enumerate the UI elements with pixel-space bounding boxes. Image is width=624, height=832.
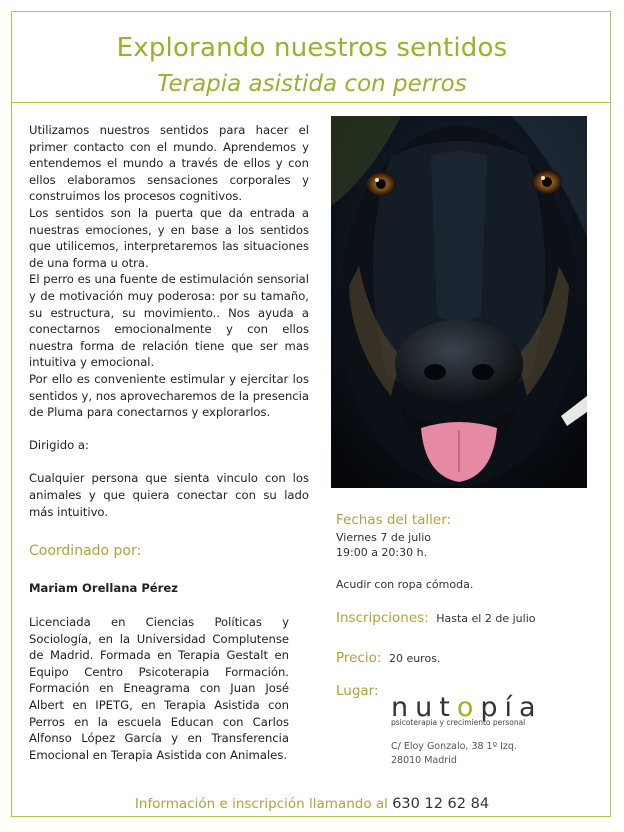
price-label: Precio: bbox=[336, 650, 382, 666]
dog-photo bbox=[331, 116, 587, 488]
registration-value: Hasta el 2 de julio bbox=[436, 612, 536, 625]
logo-tagline: psicoterapia y crecimiento personal bbox=[391, 718, 526, 727]
place-label: Lugar: bbox=[336, 683, 379, 699]
intro-paragraph-1: Utilizamos nuestros sentidos para hacer el primer contacto con el mundo. Aprendemos y entendemos el mundo a través de ellos y con ellos elaboramos sensaciones corporales y construimos los procesos cognitivos. bbox=[29, 123, 309, 204]
footer-phone: 630 12 62 84 bbox=[392, 796, 490, 812]
address-street: C/ Eloy Gonzalo, 38 1º Izq. bbox=[391, 741, 517, 752]
dates-label: Fechas del taller: bbox=[336, 512, 452, 528]
logo-text-accent: o bbox=[456, 692, 481, 723]
workshop-date: Viernes 7 de julio bbox=[336, 531, 432, 544]
address bbox=[391, 740, 517, 768]
registration-label: Inscripciones: bbox=[336, 610, 429, 626]
title-divider bbox=[11, 102, 611, 103]
coordinator-name: Mariam Orellana Pérez bbox=[29, 581, 179, 595]
logo-text-2: pía bbox=[480, 692, 543, 723]
audience-label: Dirigido a: bbox=[29, 438, 89, 453]
address-city: 28010 Madrid bbox=[391, 755, 457, 766]
coordinator-heading: Coordinado por: bbox=[29, 543, 142, 559]
registration-row bbox=[336, 610, 535, 626]
intro-paragraph-2: Los sentidos son la puerta que da entrada a nuestras emociones, y en base a los sentidos que utilicemos, interpretaremos las situaciones de una forma u otra. bbox=[29, 205, 309, 270]
footer-text: Información e inscripción llamando al bbox=[134, 796, 388, 812]
footer-contact bbox=[0, 796, 624, 812]
clothing-note: Acudir con ropa cómoda. bbox=[336, 578, 474, 591]
audience-text: Cualquier persona que sienta vinculo con los animales y que quiera conectar con su lado más intuitivo. bbox=[29, 471, 309, 519]
price-value: 20 euros. bbox=[388, 652, 441, 665]
intro-paragraph-4: Por ello es conveniente estimular y ejercitar los sentidos y, nos aprovecharemos de la presencia de Pluma para conectarnos y explorarlos. bbox=[29, 371, 309, 420]
intro-paragraph-3: El perro es una fuente de estimulación sensorial y de motivación muy poderosa: por su tamaño, su estructura, su movimiento.. Nos ayuda a conectarnos emocionalmente y con ellos nuestra forma de relación tiene que ser mas intuitiva y emocional. bbox=[29, 272, 309, 370]
page-subtitle: Terapia asistida con perros bbox=[157, 71, 467, 97]
workshop-time: 19:00 a 20:30 h. bbox=[336, 546, 428, 559]
price-row bbox=[336, 650, 440, 666]
logo-text-1: nut bbox=[391, 692, 457, 723]
coordinator-bio: Licenciada en Ciencias Políticas y Sociología, en la Universidad Complutense de Madrid. Formada en Terapia Gestalt en Equipo Centro Psicoterapia Formación. Formación en Eneagrama con Juan José Albert en IPETG, en Terapia Asistida con Perros en la escuela Educan con Carlos Alfonso López García y en Transferencia Emocional en Terapia Asistida con Animales. bbox=[29, 615, 289, 762]
intro-text bbox=[29, 122, 309, 520]
page-title: Explorando nuestros sentidos bbox=[116, 33, 508, 63]
